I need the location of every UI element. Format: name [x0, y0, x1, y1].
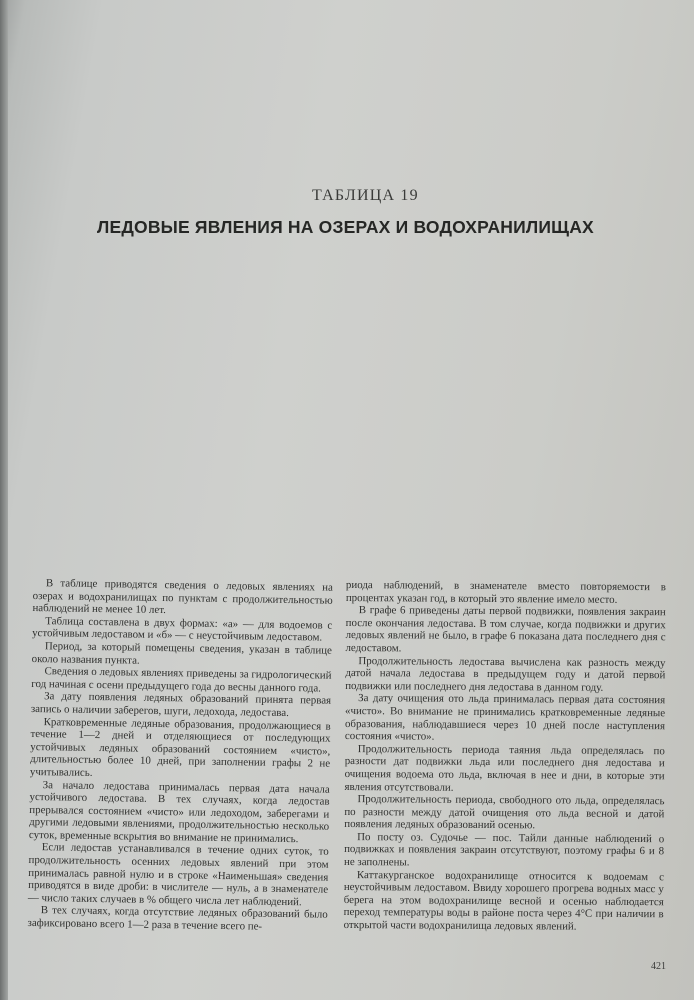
paragraph: Продолжительность ледостава вычислена как разность между датой начала ледостава в предыдущем году и датой первой подвижки или последнего дня ледостава в данном году.: [345, 654, 666, 694]
paragraph-continuation: риода наблюдений, в знаменателе вместо повторяемости в процентах указан год, в который это явление имело место.: [345, 579, 666, 606]
right-text-column: [344, 579, 666, 934]
page-title: ЛЕДОВЫЕ ЯВЛЕНИЯ НА ОЗЕРАХ И ВОДОХРАНИЛИЩАХ: [97, 217, 594, 237]
paragraph: Если ледостав устанавливался в течение одних суток, то продолжительность осенних ледовых явлений при этом принималась равной нулю и в строке «Наименьшая» сведения приводятся в виде дроби: в числителе — нуль, а в знаменателе — число таких случаев в % общего числа лет наблюдений.: [27, 841, 329, 909]
paragraph: В графе 6 приведены даты первой подвижки, появления закраин после окончания ледостава. В том случае, когда подвижки и других ледовых явлений не было, в графе 6 показана дата последнего дня с ледоставом.: [345, 604, 666, 655]
paragraph: За дату очищения ото льда принималась первая дата состояния «чисто». Во внимание не принимались кратковременные ледяные образования, наблюдавшиеся через 10 дней после наступления состояния «чисто».: [344, 692, 666, 743]
paragraph: За начало ледостава принималась первая дата начала устойчивого ледостава. В тех случаях, когда ледостав прерывался состоянием «чисто» или ледоходом, заберегами и другими ледовыми явлениями, продолжительностью несколько суток, временные вскрытия во внимание не принимались.: [28, 778, 330, 846]
page-number: 421: [651, 961, 666, 972]
paragraph: За дату появления ледяных образований принята первая запись о наличии заберегов, шуги, ледохода, ледостава.: [30, 690, 332, 719]
paragraph: Каттакурганское водохранилище относится к водоемам с неустойчивым ледоставом. Ввиду хорошего прогрева водных масс у берега на этом водохранилище весной и осенью наблюдается переход температуры воды в районе поста через 4°С при наличии в открытой части водохранилища ледовых явлений.: [343, 868, 664, 933]
paragraph: В таблице приводятся сведения о ледовых явлениях на озерах и водохранилищах по пунктам с продолжительностью наблюдений не менее 10 лет.: [32, 577, 333, 617]
page-binding-edge: [0, 0, 8, 1000]
paragraph: Период, за который помещены сведения, указан в таблице около названия пункта.: [31, 640, 332, 667]
paragraph: Продолжительность периода, свободного ото льда, определялась по разности между датой очищения ото льда весной и датой появления ледяных образований осенью.: [344, 793, 665, 832]
paragraph: Сведения о ледовых явлениях приведены за гидрологический год начиная с осени предыдущего года до весны данного года.: [31, 665, 332, 695]
table-label: ТАБЛИЦА 19: [312, 187, 419, 204]
paragraph: В тех случаях, когда отсутствие ледяных образований было зафиксировано всего 1—2 раза в течение всего пе-: [27, 904, 328, 933]
paragraph: Продолжительность периода таяния льда определялась по разности дат подвижки льда или последнего дня ледостава и очищения водоема ото льда, включая в нее и дни, в которые эти явления отсутствовали.: [344, 742, 665, 794]
left-text-column: [27, 577, 333, 934]
paragraph: Кратковременные ледяные образования, продолжающиеся в течение 1—2 дней и отделяющиеся от последующих устойчивых ледяных образований состоянием «чисто», длительностью более 10 дней, при заполнении графы 2 не учитывались.: [29, 715, 331, 779]
paragraph: Таблица составлена в двух формах: «а» — для водоемов с устойчивым ледоставом и «б» — с неустойчивым ледоставом.: [32, 614, 333, 644]
paragraph: По посту оз. Судочье — пос. Тайли данные наблюдений о подвижках и появления закраин отсутствуют, поэтому графы 6 и 8 не заполнены.: [343, 830, 665, 869]
